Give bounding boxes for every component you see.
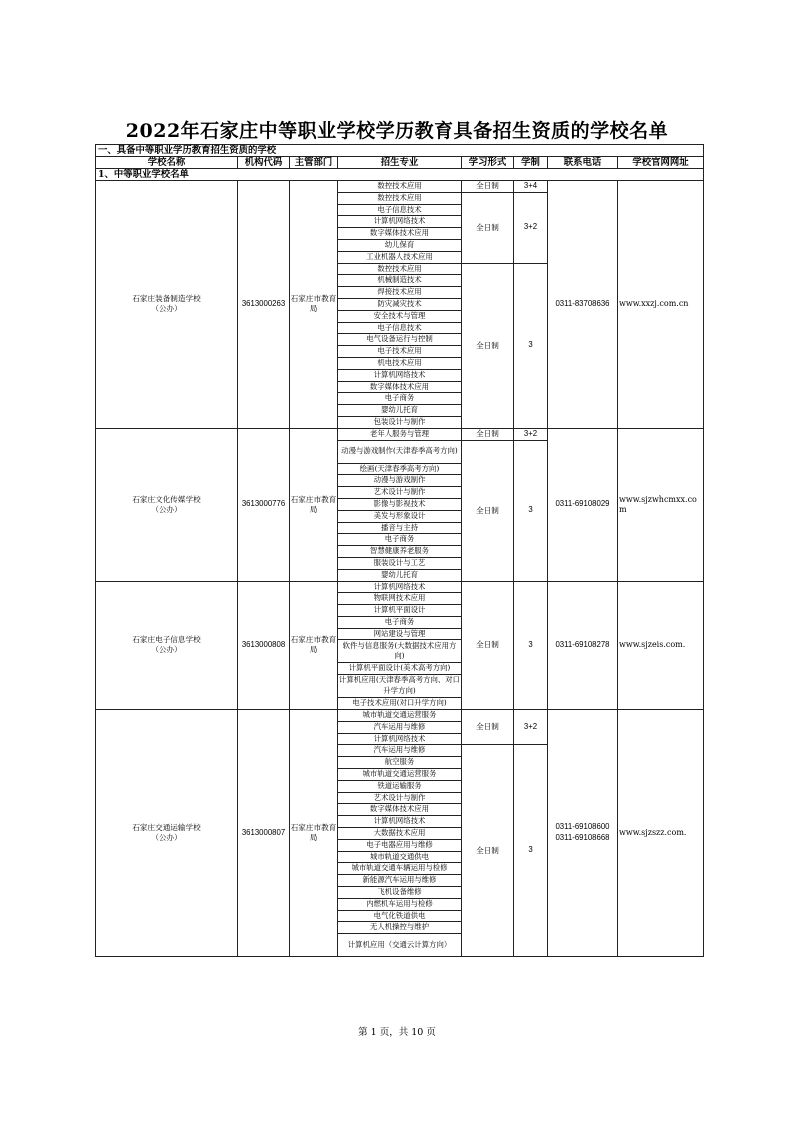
major-cell: 航空服务 xyxy=(338,757,462,769)
major-cell: 电子信息技术 xyxy=(338,204,462,216)
phone-number: 0311-69108029 xyxy=(555,499,610,509)
major-cell: 电子商务 xyxy=(338,393,462,405)
major-cell: 电子技术应用 xyxy=(338,346,462,358)
column-header: 机构代码 xyxy=(238,157,290,169)
major-cell: 艺术设计与制作 xyxy=(338,487,462,499)
phone-number: 0311-83708636 xyxy=(555,298,610,308)
major-cell: 动漫与游戏制作 xyxy=(338,475,462,487)
school-name: 石家庄电子信息学校 xyxy=(132,635,201,645)
major-cell: 绘画(天津春季高考方向) xyxy=(338,463,462,475)
duration-cell: 3+2 xyxy=(514,428,548,440)
supervising-department: 石家庄市教育局 xyxy=(290,581,338,710)
school-name: 石家庄交通运输学校 xyxy=(132,823,201,833)
major-cell: 婴幼儿托育 xyxy=(338,569,462,581)
school-name-cell xyxy=(96,581,238,710)
column-header: 学校名称 xyxy=(96,157,238,169)
major-cell: 数字媒体技术应用 xyxy=(338,381,462,393)
duration-cell: 3+2 xyxy=(514,192,548,263)
major-cell: 计算机应用（交通云计算方向） xyxy=(338,934,462,957)
major-cell: 城市轨道交通运营服务 xyxy=(338,710,462,722)
subsection-heading: 1、中等职业学校名单 xyxy=(96,169,704,181)
page-title: 2022年石家庄中等职业学校学历教育具备招生资质的学校名单 xyxy=(125,120,669,142)
major-cell: 汽车运用与维修 xyxy=(338,745,462,757)
study-form-cell: 全日制 xyxy=(462,428,514,440)
duration-cell: 3 xyxy=(514,581,548,710)
table-row xyxy=(96,428,704,440)
column-header: 学校官网网址 xyxy=(618,157,704,169)
duration-cell: 3 xyxy=(514,263,548,428)
duration-cell: 3+2 xyxy=(514,710,548,745)
study-form-cell: 全日制 xyxy=(462,440,514,581)
major-cell: 计算机网络技术 xyxy=(338,581,462,593)
major-cell: 电子信息技术 xyxy=(338,322,462,334)
column-header: 招生专业 xyxy=(338,157,462,169)
major-cell: 物联网技术应用 xyxy=(338,593,462,605)
major-cell: 数字媒体技术应用 xyxy=(338,804,462,816)
school-list-table-wrapper xyxy=(95,144,703,957)
major-cell: 计算机网络技术 xyxy=(338,216,462,228)
major-cell: 电子电器应用与维修 xyxy=(338,839,462,851)
major-cell: 新能源汽车运用与维修 xyxy=(338,875,462,887)
institution-code: 3613000808 xyxy=(238,581,290,710)
major-cell: 安全技术与管理 xyxy=(338,310,462,322)
major-cell: 婴幼儿托育 xyxy=(338,405,462,417)
study-form-cell: 全日制 xyxy=(462,581,514,710)
major-cell: 数控技术应用 xyxy=(338,181,462,193)
supervising-department: 石家庄市教育局 xyxy=(290,181,338,429)
school-type: （公办） xyxy=(151,304,182,314)
major-cell: 智慧健康养老服务 xyxy=(338,546,462,558)
major-cell: 艺术设计与制作 xyxy=(338,792,462,804)
major-cell: 播音与主持 xyxy=(338,522,462,534)
section-heading-row xyxy=(96,145,704,157)
supervising-department: 石家庄市教育局 xyxy=(290,710,338,957)
major-cell: 影像与影视技术 xyxy=(338,498,462,510)
major-cell: 电气化铁道供电 xyxy=(338,910,462,922)
phone-cell xyxy=(548,710,618,957)
column-header: 学习形式 xyxy=(462,157,514,169)
major-cell: 计算机应用(天津春季高考方向、对口升学方向) xyxy=(338,675,462,698)
major-cell: 美发与形象设计 xyxy=(338,510,462,522)
major-cell: 城市轨道交通供电 xyxy=(338,851,462,863)
major-cell: 城市轨道交通运营服务 xyxy=(338,769,462,781)
major-cell: 网站建设与管理 xyxy=(338,628,462,640)
major-cell: 汽车运用与维修 xyxy=(338,721,462,733)
phone-number: 0311-69108278 xyxy=(555,639,610,649)
column-header: 联系电话 xyxy=(548,157,618,169)
study-form-cell: 全日制 xyxy=(462,192,514,263)
school-type: （公办） xyxy=(151,645,182,655)
institution-code: 3613000263 xyxy=(238,181,290,429)
section-heading: 一、具备中等职业学历教育招生资质的学校 xyxy=(96,145,704,157)
school-name-cell xyxy=(96,181,238,429)
school-name: 石家庄装备制造学校 xyxy=(132,294,201,304)
major-cell: 工业机器人技术应用 xyxy=(338,251,462,263)
phone-cell xyxy=(548,181,618,429)
major-cell: 机械制造技术 xyxy=(338,275,462,287)
major-cell: 铁道运输服务 xyxy=(338,780,462,792)
major-cell: 电子商务 xyxy=(338,534,462,546)
website-link[interactable]: www.sjzeis.com. xyxy=(618,581,704,710)
school-list-table xyxy=(95,144,704,957)
major-cell: 大数据技术应用 xyxy=(338,828,462,840)
major-cell: 幼儿保育 xyxy=(338,239,462,251)
table-row xyxy=(96,710,704,722)
major-cell: 无人机操控与维护 xyxy=(338,922,462,934)
website-link[interactable]: www.sjzwhcmxx.com xyxy=(618,428,704,581)
phone-number: 0311-69108668 xyxy=(555,833,610,843)
phone-number: 0311-69108600 xyxy=(555,822,610,832)
major-cell: 计算机平面设计(美术高考方向) xyxy=(338,663,462,675)
duration-cell: 3 xyxy=(514,745,548,957)
study-form-cell: 全日制 xyxy=(462,745,514,957)
column-header: 主管部门 xyxy=(290,157,338,169)
phone-cell xyxy=(548,428,618,581)
major-cell: 飞机设备维修 xyxy=(338,887,462,899)
major-cell: 防灾减灾技术 xyxy=(338,298,462,310)
major-cell: 焊接技术应用 xyxy=(338,287,462,299)
major-cell: 包装设计与制作 xyxy=(338,416,462,428)
major-cell: 内燃机车运用与检修 xyxy=(338,898,462,910)
school-name: 石家庄文化传媒学校 xyxy=(132,494,201,504)
table-row xyxy=(96,181,704,193)
school-name-cell xyxy=(96,710,238,957)
subsection-heading-row xyxy=(96,169,704,181)
school-name-cell xyxy=(96,428,238,581)
website-link[interactable]: www.sjzszz.com. xyxy=(618,710,704,957)
duration-cell: 3 xyxy=(514,440,548,581)
column-header-row xyxy=(96,157,704,169)
column-header: 学制 xyxy=(514,157,548,169)
study-form-cell: 全日制 xyxy=(462,263,514,428)
major-cell: 动漫与游戏制作(天津春季高考方向) xyxy=(338,440,462,463)
study-form-cell: 全日制 xyxy=(462,181,514,193)
major-cell: 电子技术应用(对口升学方向) xyxy=(338,698,462,710)
major-cell: 服装设计与工艺 xyxy=(338,557,462,569)
supervising-department: 石家庄市教育局 xyxy=(290,428,338,581)
major-cell: 机电技术应用 xyxy=(338,357,462,369)
website-link[interactable]: www.xxzj.com.cn xyxy=(618,181,704,429)
institution-code: 3613000776 xyxy=(238,428,290,581)
institution-code: 3613000807 xyxy=(238,710,290,957)
major-cell: 电子商务 xyxy=(338,616,462,628)
school-type: （公办） xyxy=(151,504,182,514)
major-cell: 数控技术应用 xyxy=(338,192,462,204)
phone-cell xyxy=(548,581,618,710)
major-cell: 电气设备运行与控制 xyxy=(338,334,462,346)
major-cell: 软件与信息服务(大数据技术应用方向) xyxy=(338,640,462,663)
major-cell: 计算机网络技术 xyxy=(338,369,462,381)
duration-cell: 3+4 xyxy=(514,181,548,193)
study-form-cell: 全日制 xyxy=(462,710,514,745)
school-type: （公办） xyxy=(151,833,182,843)
major-cell: 计算机网络技术 xyxy=(338,816,462,828)
major-cell: 计算机网络技术 xyxy=(338,733,462,745)
major-cell: 城市轨道交通车辆运用与检修 xyxy=(338,863,462,875)
page-footer: 第 1 页，共 10 页 xyxy=(358,1027,436,1038)
major-cell: 数字媒体技术应用 xyxy=(338,228,462,240)
major-cell: 数控技术应用 xyxy=(338,263,462,275)
table-row xyxy=(96,581,704,593)
major-cell: 计算机平面设计 xyxy=(338,605,462,617)
major-cell: 老年人服务与管理 xyxy=(338,428,462,440)
